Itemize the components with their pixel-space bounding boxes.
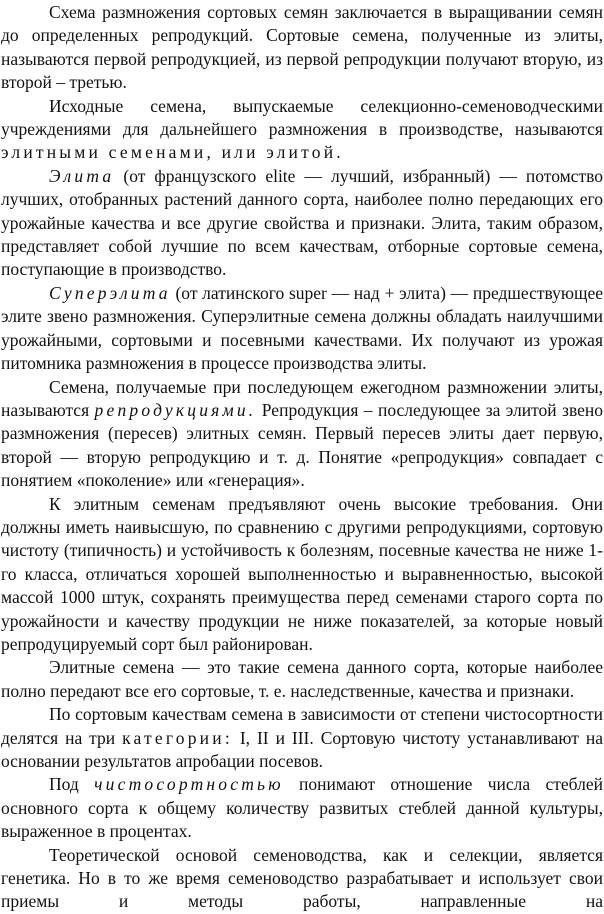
- paragraph-text: Под: [49, 774, 95, 795]
- paragraph-superelite-definition: [1, 282, 603, 376]
- paragraph-text: Схема размножения сортовых семян заключается в выращивании семян до определенных репродукций. Сортовые семена, полученные из элиты, называются первой репродукцией, из первой репродукции получают вторую, из второй – третью.: [1, 2, 603, 93]
- italic-term-reproductions: репродукциями.: [94, 399, 257, 420]
- paragraph-text: Семена, получаемые при последующем ежегодном размножении элиты, называются: [1, 376, 603, 420]
- paragraph-text: К элитным семенам предъявляют очень высокие требования. Они должны иметь наивысшую, по сравнению с другими репродукциями, сортовую чистоту (типичность) и устойчивость к болезням, посевные качества не ниже 1-го класса, отличаться хорошей выполненностью и выравненностью, высокой массой 1000 штук, сохранять преимущества перед семенами старого сорта по урожайности и качеству продукции не ниже показателей, за которые новый репродуцируемый сорт был районирован.: [1, 493, 603, 654]
- paragraph-reproductions: [1, 376, 603, 493]
- paragraph-elite-requirements: [1, 493, 603, 657]
- paragraph-elite-definition: [1, 165, 603, 282]
- paragraph-text: Репродукция – последующее за элитой звено размножения (пересев) элитных семян. Первый пересев элиты дает первую, второй — вторую репродукцию и т. д. Понятие «репродукция» совпадает с понятием «поколение» или «генерация».: [1, 399, 603, 491]
- paragraph-text: (от французского elite — лучший, избранный) — потомство лучших, отобранных растений данного сорта, наиболее полно передающих его урожайные качества и все другие свойства и признаки. Элита, таким образом, представляет собой лучшие по всем качествам, отборные сортовые семена, поступающие в производство.: [1, 165, 603, 280]
- spaced-term-categories: категории:: [122, 727, 233, 748]
- italic-term-elite: Элита: [49, 165, 115, 186]
- paragraph-text: (от латинского super — над + элита) — предшествующее элите звено размножения. Суперэлитные семена должны обладать наилучшими урожайными, сортовыми и посевными качествами. Их получают из урожая питомника размножения в процессе производства элиты.: [1, 282, 603, 374]
- paragraph-genetics-basis: [1, 844, 603, 914]
- paragraph-seed-propagation-scheme: [1, 1, 603, 95]
- document-body: [1, 1, 603, 914]
- paragraph-text: понимают отношение числа стеблей основного сорта к общему количеству развитых стеблей данной культуры, выраженное в процентах.: [1, 774, 604, 842]
- spaced-term-elite-seeds: элитными семенами, или элитой.: [1, 142, 344, 163]
- paragraph-text: По сортовым качествам семена в зависимости от степени чистосортности делятся на три: [1, 704, 603, 748]
- paragraph-text: Элитные семена — это такие семена данного сорта, которые наиболее полно передают все его сортовые, т. е. наследственные, качества и признаки.: [1, 657, 603, 701]
- italic-term-varietal-purity: чистосортностью: [94, 774, 284, 795]
- paragraph-text: Теоретической основой семеноводства, как и селекции, является генетика. Но в то же время семеноводство разрабатывает и использует свои приемы и методы работы, направленные на: [1, 844, 603, 912]
- paragraph-varietal-categories: [1, 703, 603, 773]
- paragraph-initial-seeds: [1, 95, 603, 165]
- paragraph-text: I, II и III. Сортовую чистоту устанавливают на основании результатов апробации посевов.: [1, 727, 603, 771]
- italic-term-superelite: Суперэлита: [49, 282, 171, 303]
- paragraph-varietal-purity: [1, 773, 603, 843]
- paragraph-elite-seeds-summary: [1, 656, 603, 703]
- paragraph-text: Исходные семена, выпускаемые селекционно-семеноводческими учреждениями для дальнейшего размножения в производстве, называются: [1, 95, 603, 140]
